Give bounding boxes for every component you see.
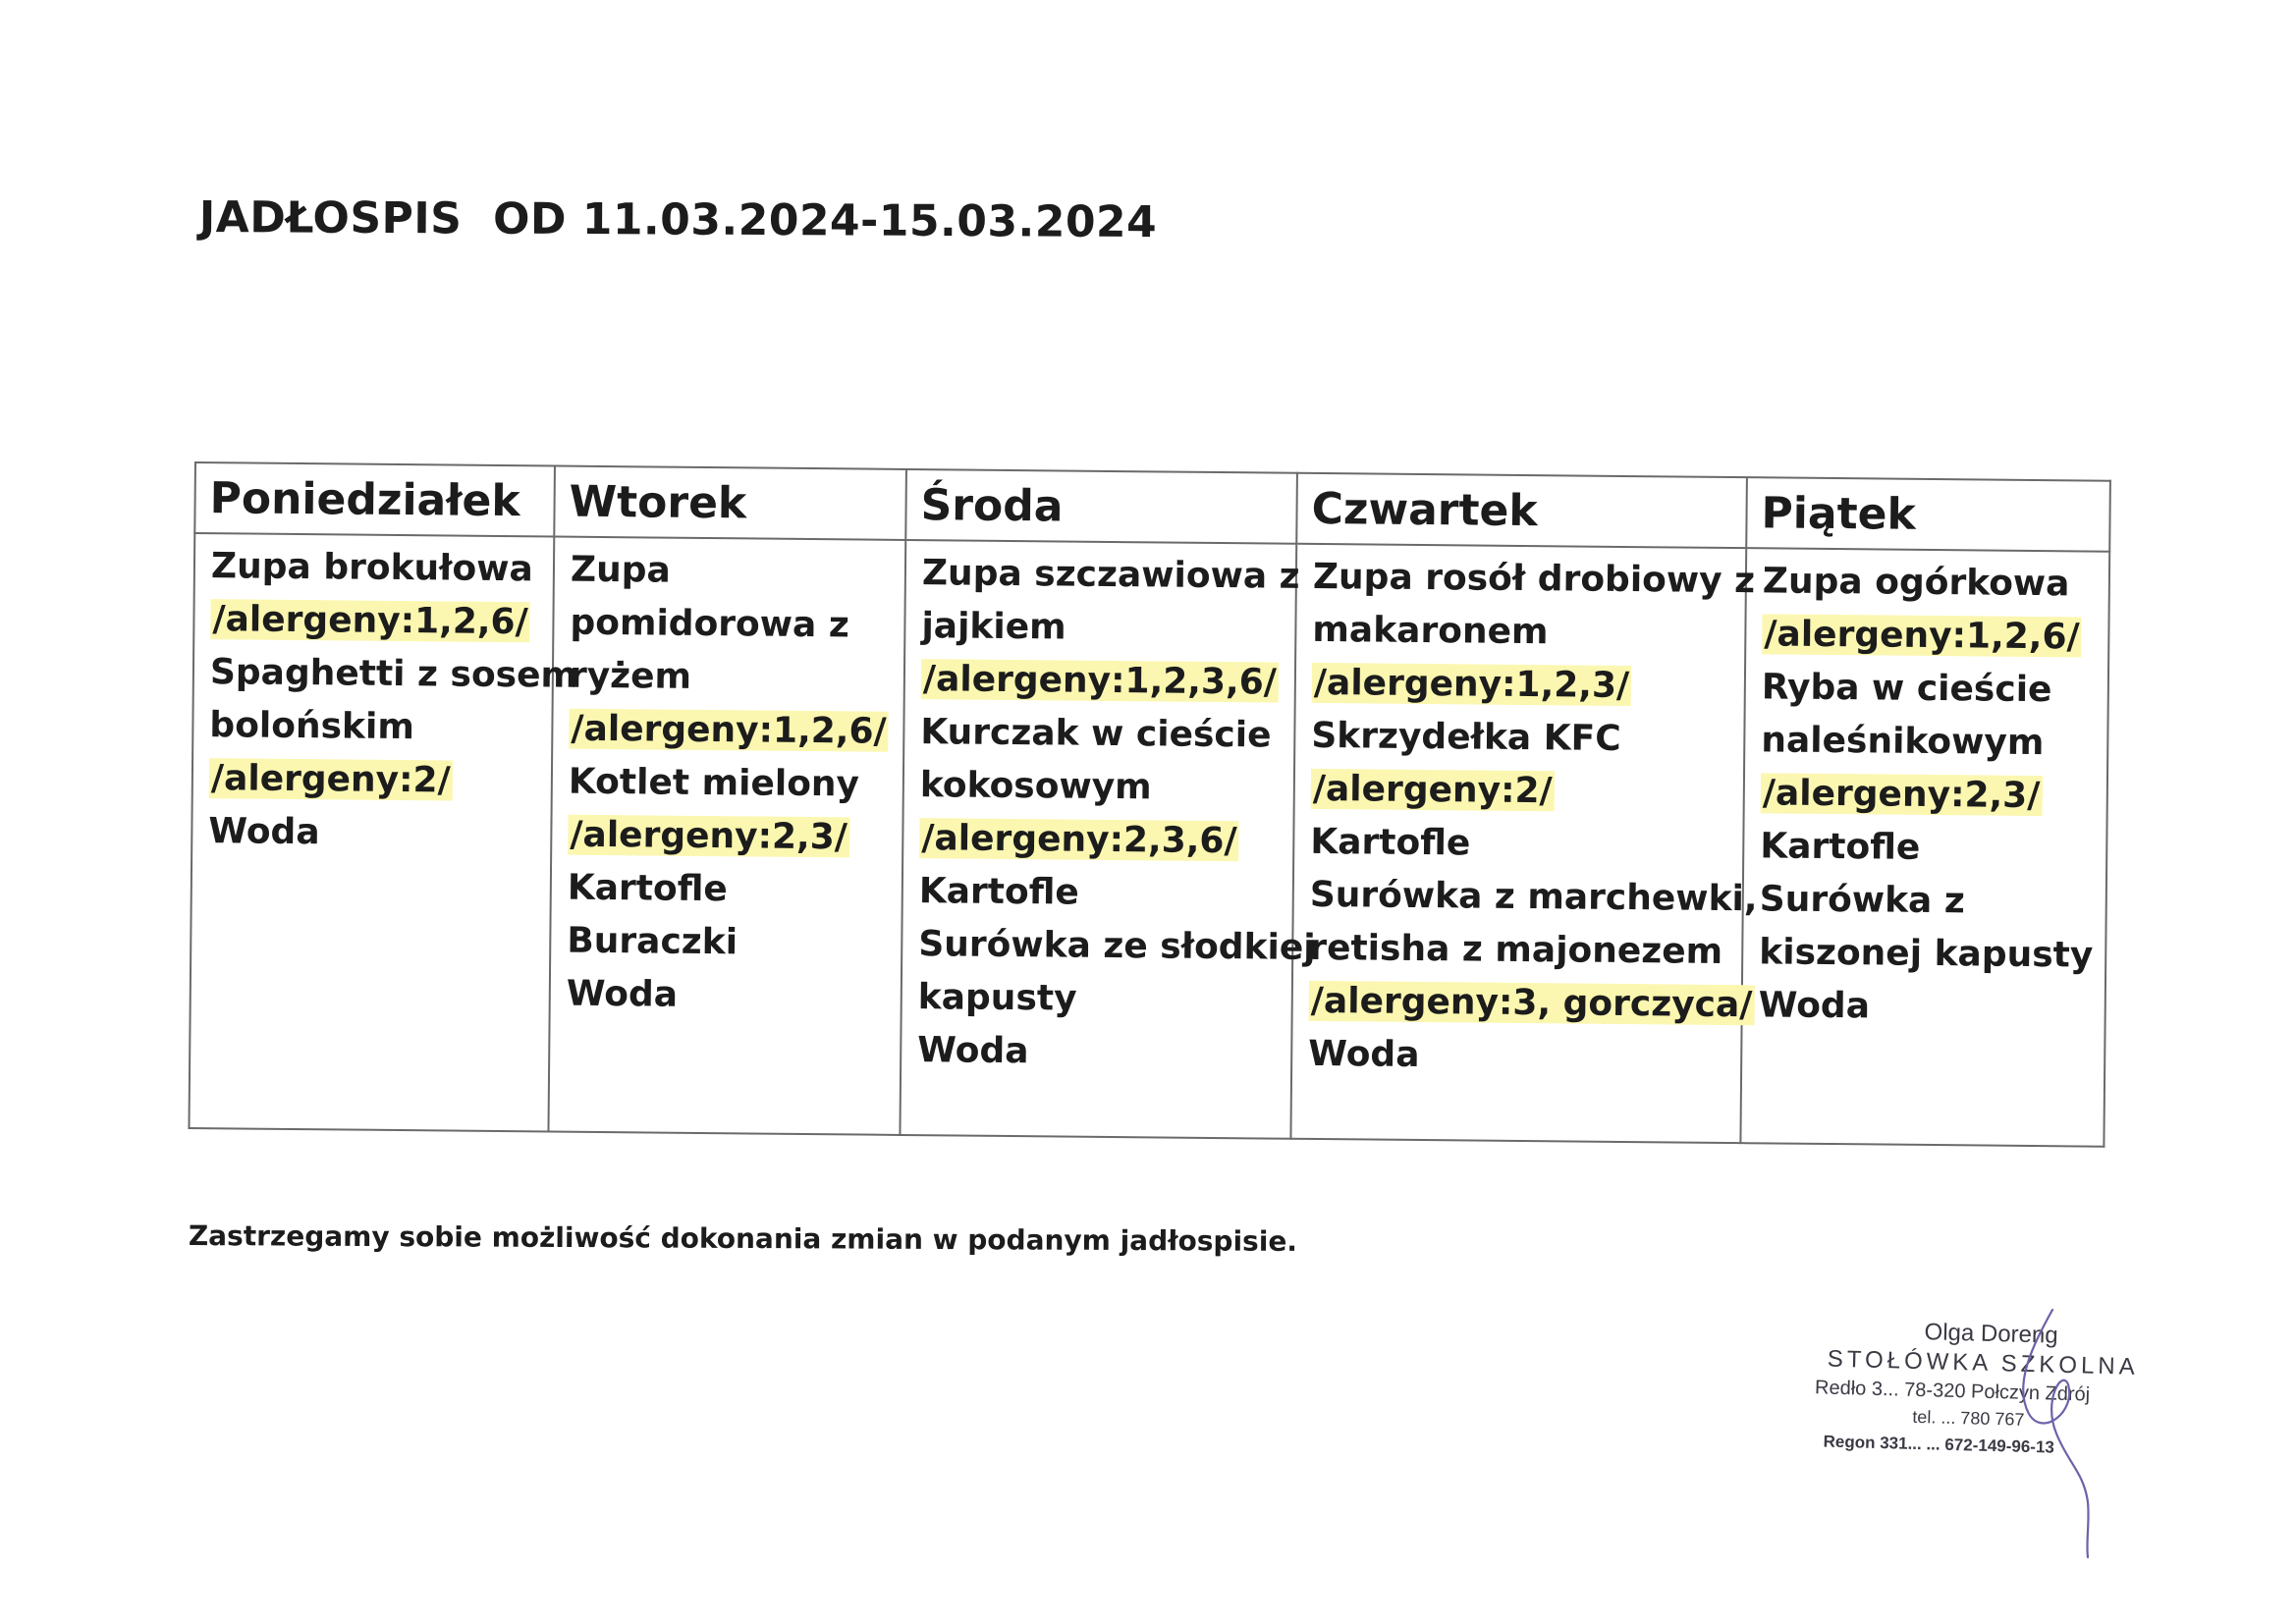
allergen-info — [568, 809, 893, 865]
allergen-text: /alergeny:2,3/ — [570, 814, 848, 858]
day-header-friday: Piątek — [1746, 477, 2110, 552]
menu-item — [209, 646, 578, 702]
menu-item — [570, 650, 895, 706]
menu-item — [1312, 551, 1756, 608]
allergen-text: /alergeny:1,2,3/ — [1313, 662, 1630, 707]
menu-item — [1310, 816, 1732, 873]
day-header-monday: Poniedziałek — [194, 462, 555, 537]
menu-item — [571, 544, 896, 600]
stamp-name: Olga Doreng — [1924, 1319, 2058, 1349]
menu-item — [1309, 869, 1758, 926]
menu-table — [188, 461, 2110, 1148]
day-header-wednesday: Środa — [905, 469, 1297, 544]
menu-item — [568, 862, 893, 918]
handwritten-signature — [1974, 1306, 2131, 1561]
menu-item-text: Woda — [1308, 1033, 1420, 1076]
menu-item-text: Surówka ze słodkiej — [918, 924, 1316, 968]
table-row — [189, 533, 2109, 1147]
allergen-info — [209, 752, 542, 808]
menu-item-text: Zupa szczawiowa z — [921, 553, 1300, 597]
allergen-info — [210, 593, 543, 649]
day-cell-thursday — [1290, 544, 1758, 1143]
menu-item — [1760, 873, 2097, 929]
menu-item — [921, 547, 1300, 604]
menu-item — [918, 918, 1316, 975]
menu-item-text: Zupa rosół drobiowy z — [1312, 556, 1756, 602]
allergen-text: /alergeny:1,2,6/ — [571, 708, 887, 752]
menu-item — [917, 1024, 1282, 1081]
menu-item — [211, 540, 544, 596]
menu-item-text: Spaghetti z sosem — [209, 652, 578, 696]
day-cell-friday — [1740, 548, 2109, 1147]
menu-item-text: retisha z majonezem — [1309, 927, 1723, 972]
menu-item — [570, 597, 895, 653]
menu-item — [1763, 555, 2100, 611]
day-cell-wednesday — [900, 540, 1316, 1139]
menu-item — [1762, 661, 2099, 717]
stamp-organization: STOŁÓWKA SZKOLNA — [1827, 1345, 2140, 1380]
menu-item-text: Buraczki — [567, 920, 738, 963]
allergen-text: /alergeny:2,3,6/ — [921, 818, 1237, 862]
menu-item — [920, 706, 1285, 763]
menu-item-text: Kartofle — [567, 867, 729, 910]
menu-item — [569, 756, 894, 812]
menu-item-text: Kotlet mielony — [568, 761, 860, 805]
menu-item — [1311, 710, 1733, 767]
menu-item-text: kiszonej kapusty — [1759, 932, 2094, 976]
menu-item-text: Woda — [917, 1030, 1029, 1072]
allergen-info — [921, 653, 1285, 710]
stamp-address: Redło 3... 78-320 Połczyn Zdrój — [1814, 1377, 2091, 1406]
day-header-thursday: Czwartek — [1296, 473, 1747, 548]
menu-item-text: Ryba w cieście — [1761, 667, 2052, 711]
menu-item-text: bolońskim — [209, 705, 415, 748]
day-cell-monday — [189, 533, 578, 1131]
menu-item-text: Kurczak w cieście — [920, 712, 1272, 756]
allergen-text: /alergeny:1,2,3,6/ — [922, 659, 1278, 703]
allergen-text: /alergeny:2/ — [210, 758, 451, 801]
day-cell-tuesday — [548, 537, 905, 1135]
allergen-text: /alergeny:2/ — [1312, 768, 1553, 812]
menu-item — [1308, 1028, 1730, 1085]
menu-item-text: Kartofle — [918, 871, 1080, 913]
menu-item-text: jajkiem — [921, 606, 1066, 648]
menu-item — [1759, 926, 2096, 982]
menu-item — [1761, 714, 2098, 770]
menu-item-text: Kartofle — [1310, 821, 1471, 864]
allergen-info — [1309, 975, 1753, 1032]
menu-item-text: ryżem — [569, 655, 692, 697]
menu-item — [919, 865, 1284, 922]
menu-item-text: naleśnikowym — [1761, 720, 2045, 764]
menu-item — [208, 805, 541, 861]
menu-item — [567, 968, 892, 1024]
menu-item-text: Surówka z marchewki, — [1309, 874, 1758, 920]
allergen-text: /alergeny:2,3/ — [1762, 773, 2041, 817]
menu-item-text: Kartofle — [1760, 826, 1921, 868]
menu-item — [209, 699, 542, 755]
menu-item — [1760, 820, 2097, 876]
stamp-phone: tel. ... 780 767 — [1912, 1406, 2025, 1430]
allergen-text: /alergeny:1,2,6/ — [1764, 614, 2080, 658]
menu-item — [1312, 604, 1734, 661]
allergen-info — [1311, 763, 1733, 820]
signature-stroke — [2023, 1310, 2088, 1557]
menu-item-text: Woda — [566, 973, 679, 1015]
menu-item-text: Woda — [208, 811, 320, 853]
menu-item-text: makaronem — [1312, 609, 1549, 653]
menu-item-text: Skrzydełka KFC — [1311, 715, 1621, 759]
allergen-text: /alergeny:3, gorczyca/ — [1310, 980, 1753, 1026]
menu-item-text: pomidorowa z — [570, 602, 850, 646]
menu-item — [567, 915, 892, 971]
allergen-info — [1761, 767, 2098, 823]
menu-item-text: Zupa — [570, 549, 671, 591]
menu-item-text: Zupa ogórkowa — [1762, 561, 2070, 605]
menu-item-text: kapusty — [917, 977, 1077, 1019]
menu-item — [1758, 979, 2095, 1035]
allergen-info — [1762, 608, 2099, 664]
disclaimer-note: Zastrzegamy sobie możliwość dokonania zmian w podanym jadłospisie. — [188, 1219, 1298, 1258]
allergen-info — [1312, 657, 1734, 714]
page-title: JADŁOSPIS OD 11.03.2024-15.03.2024 — [198, 192, 1158, 248]
menu-item — [920, 759, 1285, 816]
allergen-info — [569, 703, 894, 759]
menu-item — [918, 971, 1283, 1028]
menu-item — [1309, 922, 1731, 979]
menu-item-text: kokosowym — [919, 765, 1152, 808]
day-header-tuesday: Wtorek — [554, 466, 906, 540]
menu-item-text: Zupa brokułowa — [210, 546, 533, 590]
menu-item-text: Surówka z — [1759, 879, 1966, 922]
stamp-regon: Regon 331... ... 672-149-96-13 — [1823, 1432, 2055, 1457]
allergen-info — [919, 812, 1284, 869]
menu-item — [921, 600, 1285, 657]
allergen-text: /alergeny:1,2,6/ — [212, 599, 528, 643]
menu-item-text: Woda — [1758, 985, 1871, 1027]
